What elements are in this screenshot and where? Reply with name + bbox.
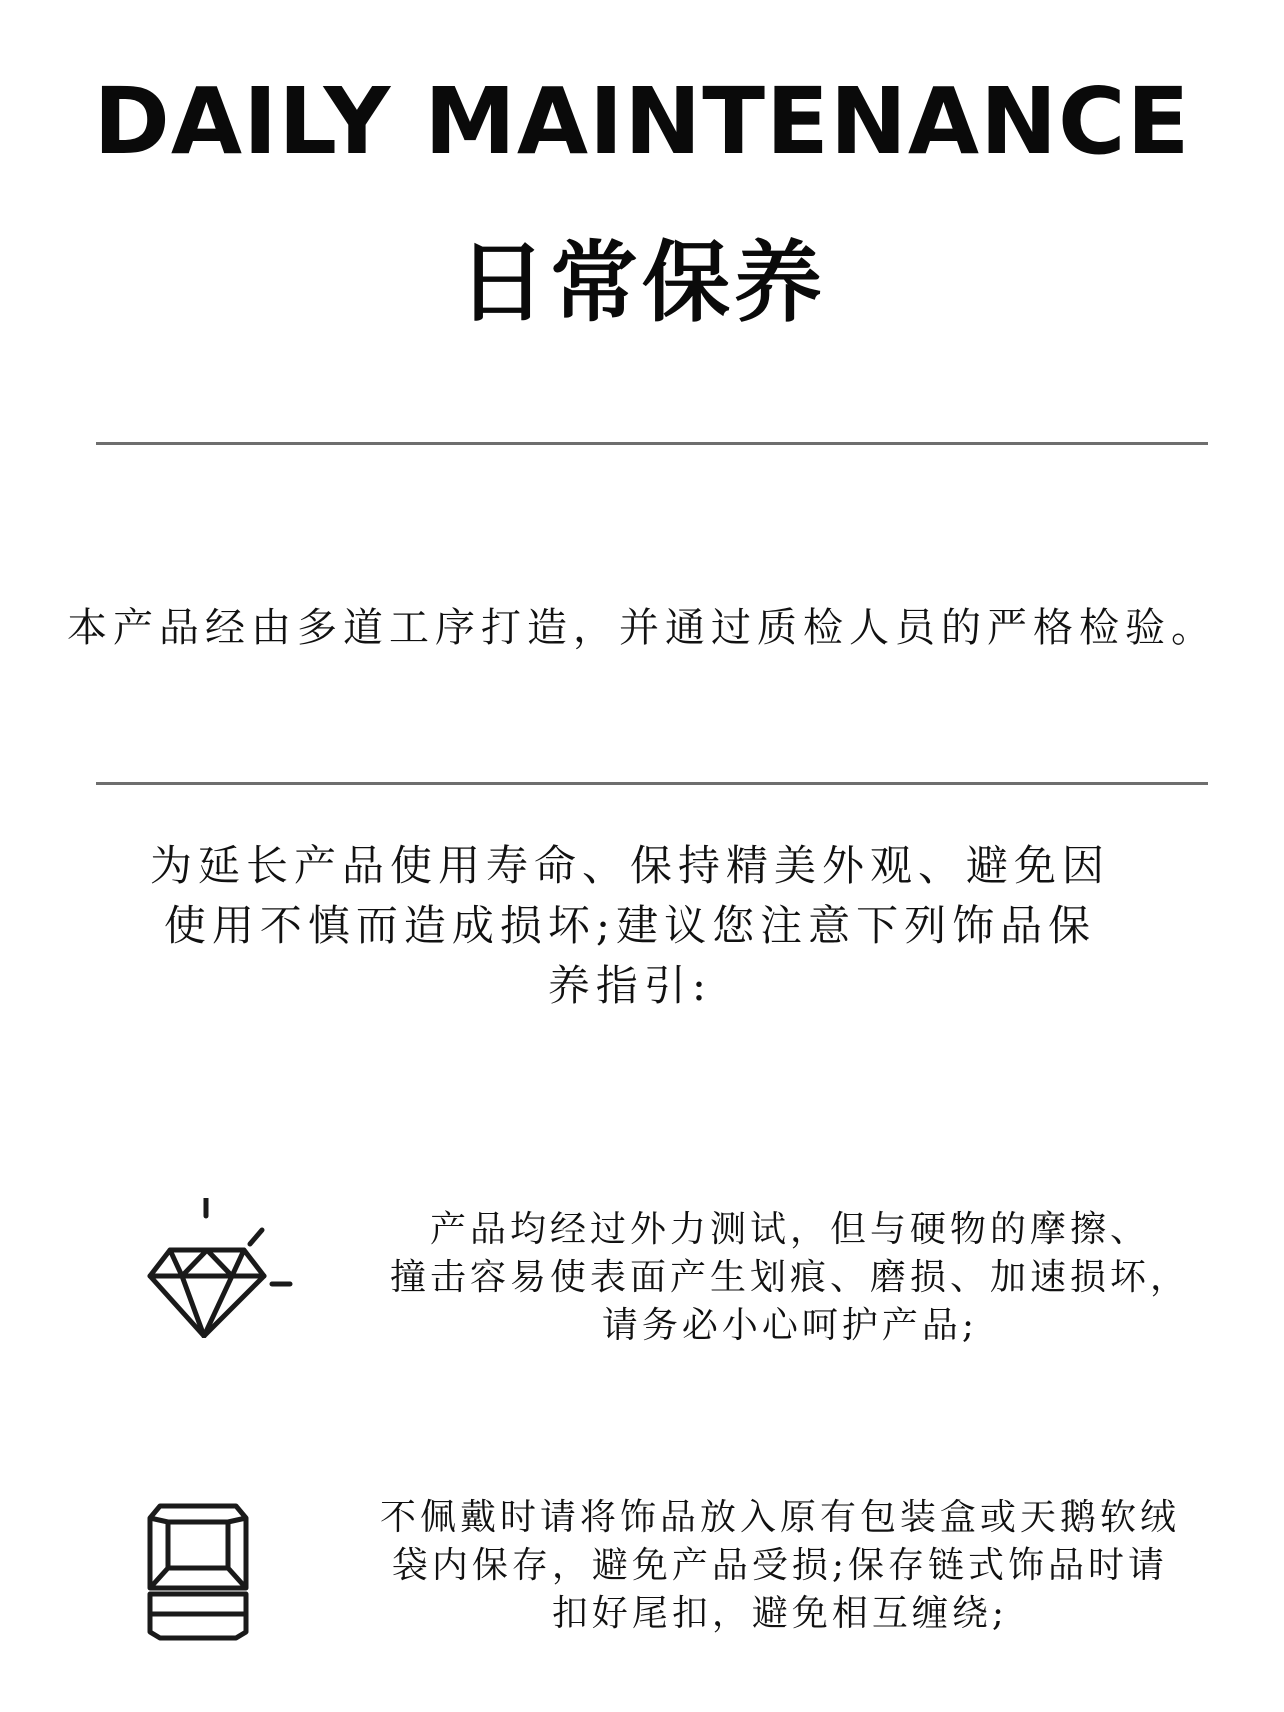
tip-line: 扣好尾扣，避免相互缠绕; bbox=[551, 1593, 1009, 1634]
advice-paragraph bbox=[120, 836, 1140, 1016]
tip-line: 产品均经过外力测试，但与硬物的摩擦、 bbox=[429, 1209, 1150, 1250]
advice-line: 为延长产品使用寿命、保持精美外观、避免因 bbox=[149, 841, 1110, 890]
tip-line: 不佩戴时请将饰品放入原有包装盒或天鹅软绒 bbox=[379, 1497, 1180, 1538]
tip-item-protection bbox=[380, 1206, 1200, 1350]
diamond-icon bbox=[144, 1198, 304, 1338]
advice-line: 使用不慎而造成损坏;建议您注意下列饰品保 bbox=[163, 901, 1097, 950]
intro-text: 本产品经由多道工序打造，并通过质检人员的严格检验。 bbox=[67, 605, 1217, 651]
tip-line: 撞击容易使表面产生划痕、磨损、加速损坏， bbox=[389, 1257, 1190, 1298]
advice-line: 养指引: bbox=[547, 961, 713, 1010]
divider-middle bbox=[96, 782, 1208, 785]
jewelry-box-icon bbox=[146, 1502, 250, 1642]
tip-line: 请务必小心呵护产品; bbox=[601, 1305, 979, 1346]
page-title-chinese: 日常保养 bbox=[457, 231, 826, 334]
tip-item-storage bbox=[360, 1494, 1200, 1638]
page-title-english: DAILY MAINTENANCE bbox=[93, 68, 1191, 175]
tip-line: 袋内保存，避免产品受损;保存链式饰品时请 bbox=[391, 1545, 1169, 1586]
divider-top bbox=[96, 442, 1208, 445]
